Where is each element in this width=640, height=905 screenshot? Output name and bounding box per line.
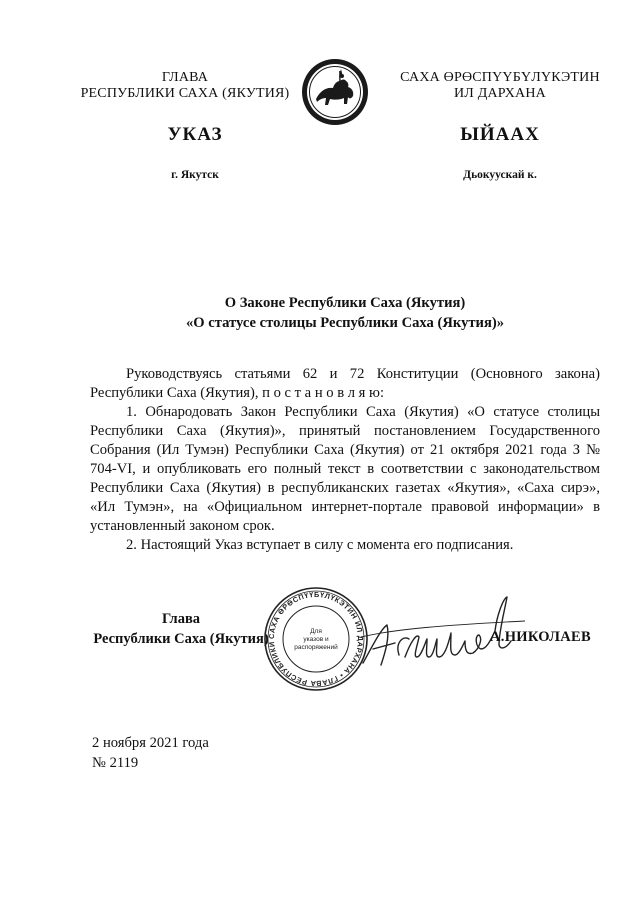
- seal-center-line2: указов и: [303, 636, 329, 643]
- place-ru: г. Якутск: [171, 169, 219, 181]
- document-date: 2 ноября 2021 года: [92, 735, 209, 751]
- document-body: [90, 365, 600, 555]
- doc-type-ru: УКАЗ: [167, 124, 223, 145]
- document-footer: [92, 733, 352, 773]
- header-right: [380, 70, 620, 102]
- signatory-name: А.НИКОЛАЕВ: [490, 629, 591, 645]
- header-right-line2: ИЛ ДАРХАНА: [453, 86, 546, 101]
- seal-ring-text: САХА ӨРӨСПҮҮБҮЛҮКЭТИН ИЛ ДАРХАНА • ГЛАВА РЕСПУБЛИКИ: [266, 589, 366, 689]
- title-line2: «О статусе столицы Республики Саха (Якутия)»: [185, 315, 505, 331]
- signatory-title-line2: Республики Саха (Якутия): [93, 631, 269, 647]
- item-1-paragraph: 1. Обнародовать Закон Республики Саха (Якутия) «О статусе столицы Республики Саха (Якутия)», принятый постановлением Государственного Собрания (Ил Тумэн) Республики Саха (Якутия) от 21 октября 2021 года З № 704-VI, и опубликовать его полный текст в соответствии с законодательством Республики Саха (Якутия) в республиканских газетах «Якутия», «Саха сирэ», «Ил Тумэн», на «Официальном интернет-портале правовой информации» в установленный законом срок.: [90, 404, 600, 534]
- emblem-icon: [300, 57, 370, 127]
- header-left-line1: ГЛАВА: [161, 70, 209, 85]
- document-title: [90, 293, 600, 333]
- header-left: [70, 70, 300, 102]
- item-2-paragraph: 2. Настоящий Указ вступает в силу с момента его подписания.: [126, 537, 514, 553]
- signatory-title: [86, 609, 276, 649]
- signatory-title-line1: Глава: [161, 611, 201, 627]
- place-sah: Дьокуускай к.: [463, 169, 537, 181]
- header-left-line2: РЕСПУБЛИКИ САХА (ЯКУТИЯ): [80, 86, 290, 101]
- official-seal: [262, 585, 370, 693]
- preamble-paragraph: Руководствуясь статьями 62 и 72 Конституции (Основного закона) Республики Саха (Якутия), п о с т а н о в л я ю:: [90, 366, 600, 401]
- doc-type-sah: ЫЙААХ: [460, 124, 540, 145]
- header-right-line1: САХА ӨРӨСПҮҮБҮЛҮКЭТИН: [400, 70, 600, 85]
- title-line1: О Законе Республики Саха (Якутия): [224, 295, 466, 311]
- document-number: № 2119: [92, 755, 139, 771]
- seal-center-line3: распоряжений: [294, 644, 338, 651]
- seal-icon: [262, 585, 370, 693]
- coat-of-arms-emblem: [300, 57, 370, 127]
- seal-center-line1: Для: [310, 628, 322, 635]
